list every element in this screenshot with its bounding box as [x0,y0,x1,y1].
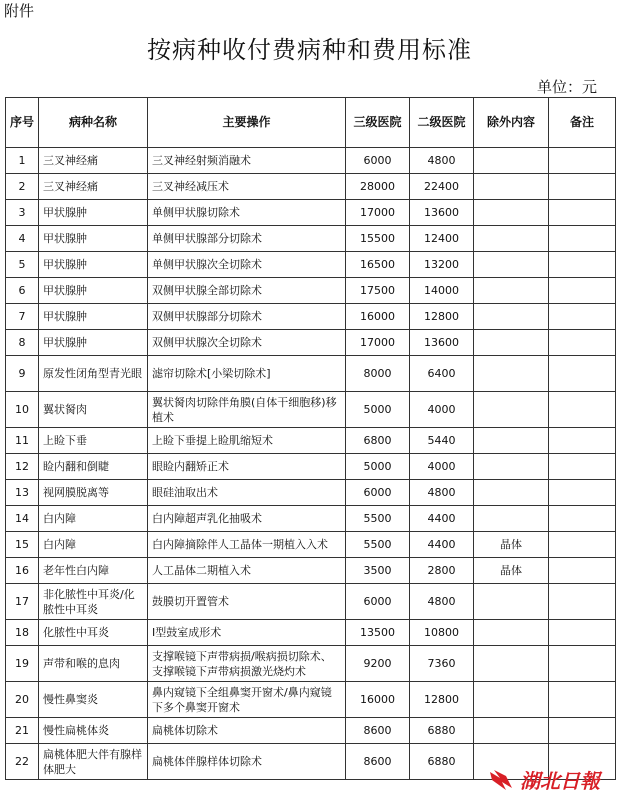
cell-index: 4 [6,226,39,252]
cell-disease: 白内障 [39,506,148,532]
cell-disease: 化脓性中耳炎 [39,620,148,646]
cell-operation: 支撑喉镜下声带病损/喉病损切除术、支撑喉镜下声带病损激光烧灼术 [148,646,346,682]
cell-tier2-fee: 4400 [410,532,474,558]
cell-notes [549,718,616,744]
table-row [6,174,616,200]
cell-tier3-fee: 8600 [346,718,410,744]
table-row [6,480,616,506]
cell-index: 19 [6,646,39,682]
cell-notes [549,330,616,356]
cell-disease: 甲状腺肿 [39,330,148,356]
col-header-tier3: 三级医院 [346,98,410,148]
cell-tier3-fee: 6000 [346,148,410,174]
table-row [6,620,616,646]
table-row [6,200,616,226]
cell-notes [549,200,616,226]
table-row [6,148,616,174]
cell-disease: 老年性白内障 [39,558,148,584]
cell-tier3-fee: 6800 [346,428,410,454]
cell-disease: 甲状腺肿 [39,304,148,330]
cell-tier3-fee: 28000 [346,174,410,200]
cell-disease: 白内障 [39,532,148,558]
cell-notes [549,532,616,558]
cell-disease: 慢性扁桃体炎 [39,718,148,744]
cell-exclusions [474,304,549,330]
cell-notes [549,304,616,330]
cell-operation: 双侧甲状腺全部切除术 [148,278,346,304]
cell-index: 17 [6,584,39,620]
cell-index: 3 [6,200,39,226]
cell-exclusions [474,252,549,278]
table-row [6,356,616,392]
table-header-row [6,98,616,148]
cell-tier3-fee: 5500 [346,532,410,558]
cell-exclusions [474,646,549,682]
cell-operation: 人工晶体二期植入术 [148,558,346,584]
fee-standard-table [5,97,616,780]
cell-notes [549,356,616,392]
cell-exclusions: 晶体 [474,558,549,584]
cell-operation: 单侧甲状腺部分切除术 [148,226,346,252]
cell-disease: 慢性鼻窦炎 [39,682,148,718]
cell-index: 21 [6,718,39,744]
cell-operation: 扁桃体伴腺样体切除术 [148,744,346,780]
table-row [6,226,616,252]
cell-tier3-fee: 5000 [346,454,410,480]
table-row [6,392,616,428]
cell-tier2-fee: 13600 [410,200,474,226]
cell-operation: 三叉神经射频消融术 [148,148,346,174]
col-header-disease: 病种名称 [39,98,148,148]
table-row [6,278,616,304]
table-row [6,646,616,682]
cell-notes [549,646,616,682]
cell-notes [549,480,616,506]
cell-index: 16 [6,558,39,584]
cell-index: 18 [6,620,39,646]
cell-index: 12 [6,454,39,480]
col-header-notes: 备注 [549,98,616,148]
cell-tier3-fee: 17000 [346,200,410,226]
cell-operation: 滤帘切除术[小梁切除术] [148,356,346,392]
cell-tier2-fee: 14000 [410,278,474,304]
cell-exclusions [474,620,549,646]
col-header-exclusions: 除外内容 [474,98,549,148]
cell-exclusions [474,480,549,506]
table-row [6,584,616,620]
cell-index: 8 [6,330,39,356]
cell-disease: 声带和喉的息肉 [39,646,148,682]
col-header-index: 序号 [6,98,39,148]
cell-exclusions [474,226,549,252]
cell-operation: 三叉神经减压术 [148,174,346,200]
cell-operation: 双侧甲状腺部分切除术 [148,304,346,330]
cell-exclusions [474,356,549,392]
cell-tier2-fee: 6400 [410,356,474,392]
cell-notes [549,428,616,454]
cell-operation: 扁桃体切除术 [148,718,346,744]
watermark-text: 湖北日報 [520,769,600,793]
cell-operation: 双侧甲状腺次全切除术 [148,330,346,356]
cell-index: 10 [6,392,39,428]
cell-notes [549,584,616,620]
cell-tier2-fee: 2800 [410,558,474,584]
cell-tier2-fee: 12800 [410,682,474,718]
cell-disease: 翼状胬肉 [39,392,148,428]
cell-exclusions [474,718,549,744]
cell-tier2-fee: 12800 [410,304,474,330]
table-row [6,454,616,480]
cell-operation: I型鼓室成形术 [148,620,346,646]
cell-notes [549,506,616,532]
table-row [6,532,616,558]
cell-disease: 甲状腺肿 [39,200,148,226]
cell-operation: 鼓膜切开置管术 [148,584,346,620]
cell-index: 6 [6,278,39,304]
cell-tier3-fee: 5500 [346,506,410,532]
cell-tier2-fee: 12400 [410,226,474,252]
unit-label: 单位：元 [536,78,597,96]
cell-tier3-fee: 8600 [346,744,410,780]
col-header-tier2: 二级医院 [410,98,474,148]
cell-disease: 原发性闭角型青光眼 [39,356,148,392]
cell-tier2-fee: 6880 [410,718,474,744]
cell-notes [549,454,616,480]
cell-tier2-fee: 22400 [410,174,474,200]
cell-notes [549,278,616,304]
cell-index: 5 [6,252,39,278]
newspaper-logo-icon [488,768,514,792]
cell-index: 20 [6,682,39,718]
cell-exclusions [474,148,549,174]
cell-exclusions [474,682,549,718]
cell-tier3-fee: 6000 [346,480,410,506]
cell-tier3-fee: 13500 [346,620,410,646]
cell-tier2-fee: 4000 [410,392,474,428]
cell-tier3-fee: 6000 [346,584,410,620]
cell-index: 22 [6,744,39,780]
col-header-operation: 主要操作 [148,98,346,148]
cell-tier2-fee: 4000 [410,454,474,480]
cell-tier3-fee: 9200 [346,646,410,682]
cell-index: 13 [6,480,39,506]
cell-exclusions: 晶体 [474,532,549,558]
table-row [6,428,616,454]
cell-index: 1 [6,148,39,174]
table-row [6,330,616,356]
cell-tier3-fee: 15500 [346,226,410,252]
cell-notes [549,392,616,428]
cell-tier3-fee: 3500 [346,558,410,584]
cell-exclusions [474,584,549,620]
cell-index: 14 [6,506,39,532]
cell-index: 11 [6,428,39,454]
table-row [6,252,616,278]
cell-tier3-fee: 16000 [346,304,410,330]
cell-operation: 鼻内窥镜下全组鼻窦开窗术/鼻内窥镜下多个鼻窦开窗术 [148,682,346,718]
cell-exclusions [474,454,549,480]
cell-index: 2 [6,174,39,200]
cell-notes [549,620,616,646]
newspaper-watermark [488,765,600,794]
cell-exclusions [474,278,549,304]
cell-tier2-fee: 13600 [410,330,474,356]
cell-index: 7 [6,304,39,330]
cell-tier3-fee: 16500 [346,252,410,278]
cell-disease: 甲状腺肿 [39,252,148,278]
table-row [6,718,616,744]
cell-tier2-fee: 10800 [410,620,474,646]
cell-tier2-fee: 6880 [410,744,474,780]
cell-notes [549,252,616,278]
cell-operation: 上睑下垂提上睑肌缩短术 [148,428,346,454]
cell-operation: 白内障超声乳化抽吸术 [148,506,346,532]
cell-disease: 扁桃体肥大伴有腺样体肥大 [39,744,148,780]
cell-exclusions [474,428,549,454]
cell-operation: 单侧甲状腺切除术 [148,200,346,226]
cell-exclusions [474,200,549,226]
cell-notes [549,558,616,584]
attachment-label: 附件 [4,2,35,20]
cell-disease: 甲状腺肿 [39,278,148,304]
cell-tier2-fee: 4800 [410,584,474,620]
cell-operation: 单侧甲状腺次全切除术 [148,252,346,278]
cell-tier2-fee: 7360 [410,646,474,682]
table-row [6,304,616,330]
table-row [6,558,616,584]
cell-tier3-fee: 8000 [346,356,410,392]
cell-exclusions [474,392,549,428]
cell-operation: 白内障摘除伴人工晶体一期植入入术 [148,532,346,558]
cell-disease: 睑内翻和倒睫 [39,454,148,480]
cell-tier3-fee: 5000 [346,392,410,428]
cell-exclusions [474,174,549,200]
cell-tier2-fee: 13200 [410,252,474,278]
cell-index: 15 [6,532,39,558]
page-title: 按病种收付费病种和费用标准 [147,36,472,64]
cell-tier3-fee: 17500 [346,278,410,304]
cell-disease: 视网膜脱离等 [39,480,148,506]
cell-notes [549,226,616,252]
cell-exclusions [474,506,549,532]
cell-operation: 眼硅油取出术 [148,480,346,506]
cell-tier2-fee: 5440 [410,428,474,454]
cell-disease: 三叉神经痛 [39,148,148,174]
cell-disease: 非化脓性中耳炎/化脓性中耳炎 [39,584,148,620]
cell-disease: 甲状腺肿 [39,226,148,252]
cell-disease: 上睑下垂 [39,428,148,454]
table-row [6,506,616,532]
table-row [6,682,616,718]
cell-exclusions [474,330,549,356]
cell-notes [549,148,616,174]
cell-tier3-fee: 16000 [346,682,410,718]
cell-tier2-fee: 4800 [410,148,474,174]
cell-tier3-fee: 17000 [346,330,410,356]
cell-operation: 眼睑内翻矫正术 [148,454,346,480]
cell-index: 9 [6,356,39,392]
cell-notes [549,174,616,200]
cell-operation: 翼状胬肉切除伴角膜(自体干细胞移)移植术 [148,392,346,428]
cell-disease: 三叉神经痛 [39,174,148,200]
cell-tier2-fee: 4800 [410,480,474,506]
cell-notes [549,682,616,718]
cell-tier2-fee: 4400 [410,506,474,532]
